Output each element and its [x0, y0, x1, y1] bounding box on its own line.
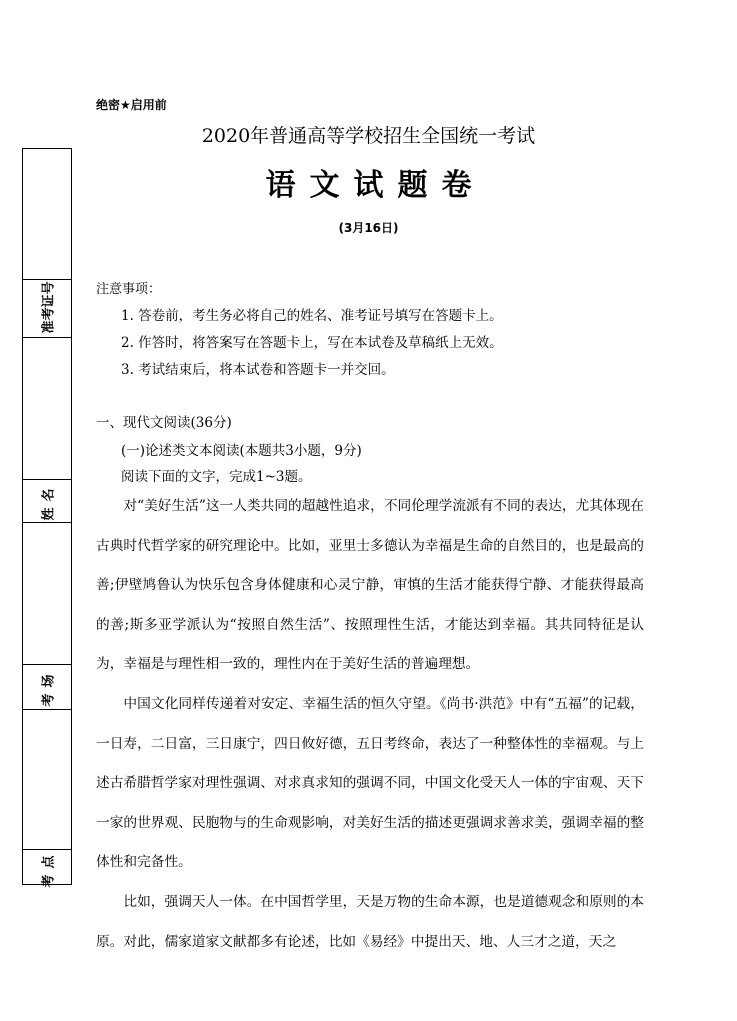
note-item: 2. 作答时，将答案写在答题卡上，写在本试卷及草稿纸上无效。 — [121, 335, 503, 351]
exam-date: (3月16日) — [338, 221, 399, 235]
section-title: 一、现代文阅读(36分) — [96, 415, 232, 431]
reading-instruction: 阅读下面的文字，完成1~3题。 — [121, 469, 312, 485]
sidebar-divider — [23, 279, 71, 280]
sidebar-label-admission-number: 准考证号 — [41, 281, 57, 334]
reading-passage — [96, 487, 644, 962]
note-item: 1. 答卷前，考生务必将自己的姓名、准考证号填写在答题卡上。 — [121, 308, 503, 324]
subsection-title: (一)论述类文本阅读(本题共3小题，9分) — [121, 443, 362, 459]
note-item: 3. 考试结束后，将本试卷和答题卡一并交回。 — [121, 362, 395, 378]
passage-paragraph: 比如，强调天人一体。在中国哲学里，天是万物的生命本源，也是道德观念和原则的本原。对此，儒家道家文献都多有论述，比如《易经》中提出天、地、人三才之道，天之 — [96, 893, 644, 950]
passage-paragraph: 中国文化同样传递着对安定、幸福生活的恒久守望。《尚书·洪范》中有“五福”的记载，一日寿，二日富，三日康宁，四日攸好德，五日考终命，表达了一种整体性的幸福观。与上述古希腊哲学家对理性强调、对求真求知的强调不同，中国文化受天人一体的宇宙观、天下一家的世界观、民胞物与的生命观影响，对美好生活的描述更强调求善求美，强调幸福的整体性和完备性。 — [96, 695, 644, 871]
sidebar-label-exam-room: 考场 — [41, 668, 57, 707]
sidebar-divider — [23, 337, 71, 338]
passage-paragraph: 对“美好生活”这一人类共同的超越性追求，不同伦理学流派有不同的表达，尤其体现在古典时代哲学家的研究理论中。比如，亚里士多德认为幸福是生命的自然目的，也是最高的善;伊壁鸠鲁认为快乐包含身体健康和心灵宁静，审慎的生活才能获得宁静、才能获得最高的善;斯多亚学派认为“按照自然生活”、按照理性生活，才能达到幸福。其共同特征是认为，幸福是与理性相一致的，理性内在于美好生活的普遍理想。 — [96, 498, 644, 673]
notes-title: 注意事项： — [96, 282, 162, 297]
exam-title: 2020年普通高等学校招生全国统一考试 — [201, 125, 536, 147]
sidebar-label-exam-site: 考点 — [41, 849, 57, 888]
subject-title: 语文试题卷 — [265, 168, 486, 203]
sidebar-label-name: 姓名 — [41, 482, 57, 521]
confidential-mark: 绝密★启用前 — [96, 98, 167, 112]
candidate-info-sidebar — [22, 148, 72, 888]
